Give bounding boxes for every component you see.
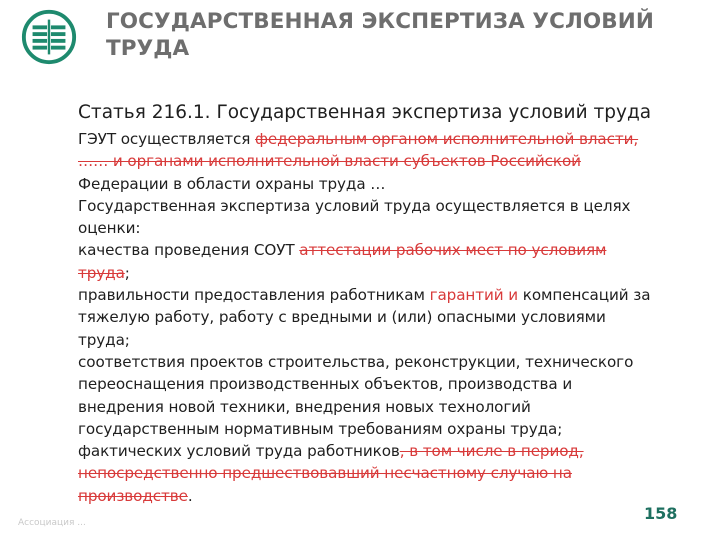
article-body bbox=[78, 128, 714, 507]
text-line bbox=[78, 284, 714, 306]
title-line-2: ТРУДА bbox=[106, 36, 190, 61]
text-line bbox=[78, 262, 714, 284]
struck-text: …… и органами исполнительной власти субъектов Российской bbox=[78, 152, 581, 171]
text-line: тяжелую работу, работу с вредными и (или) опасными условиями bbox=[78, 308, 606, 327]
text-segment: правильности предоставления работникам bbox=[78, 286, 430, 305]
article-heading: Статья 216.1. Государственная экспертиза условий труда bbox=[78, 102, 652, 123]
text-line: оценки: bbox=[78, 219, 141, 238]
text-line: государственным нормативным требованиям охраны труда; bbox=[78, 419, 563, 438]
text-line bbox=[78, 485, 714, 507]
text-segment: компенсаций за bbox=[518, 286, 651, 305]
text-segment: ГЭУТ осуществляется bbox=[78, 130, 256, 148]
text-line: переоснащения производственных объектов, производства и bbox=[78, 375, 573, 394]
struck-text: аттестации рабочих мест по условиям bbox=[299, 241, 607, 260]
text-line: Государственная экспертиза условий труда осуществляется в целях bbox=[78, 196, 631, 215]
text-line bbox=[78, 128, 714, 150]
page-title bbox=[106, 8, 706, 62]
article-content bbox=[78, 98, 714, 507]
footer-watermark: Ассоциация ... bbox=[18, 518, 86, 528]
logo-icon bbox=[20, 8, 78, 66]
struck-text: труда bbox=[78, 263, 125, 282]
text-segment: качества проведения СОУТ bbox=[78, 241, 300, 260]
struck-text: непосредственно предшествовавший несчастному случаю на bbox=[78, 464, 572, 483]
text-line bbox=[78, 462, 714, 484]
highlighted-text: гарантий bbox=[429, 286, 504, 305]
struck-text: производстве bbox=[78, 486, 188, 505]
page-number: 158 bbox=[644, 504, 678, 523]
text-line bbox=[78, 239, 714, 261]
text-line bbox=[78, 440, 714, 462]
struck-text: федеральным органом исполнительной власти, bbox=[255, 130, 639, 148]
text-segment: . bbox=[187, 486, 193, 505]
header bbox=[0, 0, 720, 80]
text-line bbox=[78, 150, 714, 172]
text-line: Федерации в области охраны труда … bbox=[78, 174, 386, 193]
text-line: труда; bbox=[78, 330, 130, 349]
highlighted-text: и bbox=[508, 286, 519, 305]
text-segment: ; bbox=[124, 263, 130, 282]
text-line: внедрения новой техники, внедрения новых технологий bbox=[78, 397, 531, 416]
struck-text: , в том числе в период, bbox=[399, 442, 584, 461]
text-line: соответствия проектов строительства, реконструкции, технического bbox=[78, 352, 634, 371]
title-line-1: ГОСУДАРСТВЕННАЯ ЭКСПЕРТИЗА УСЛОВИЙ bbox=[106, 9, 654, 34]
text-segment: фактических условий труда работников bbox=[78, 442, 400, 461]
